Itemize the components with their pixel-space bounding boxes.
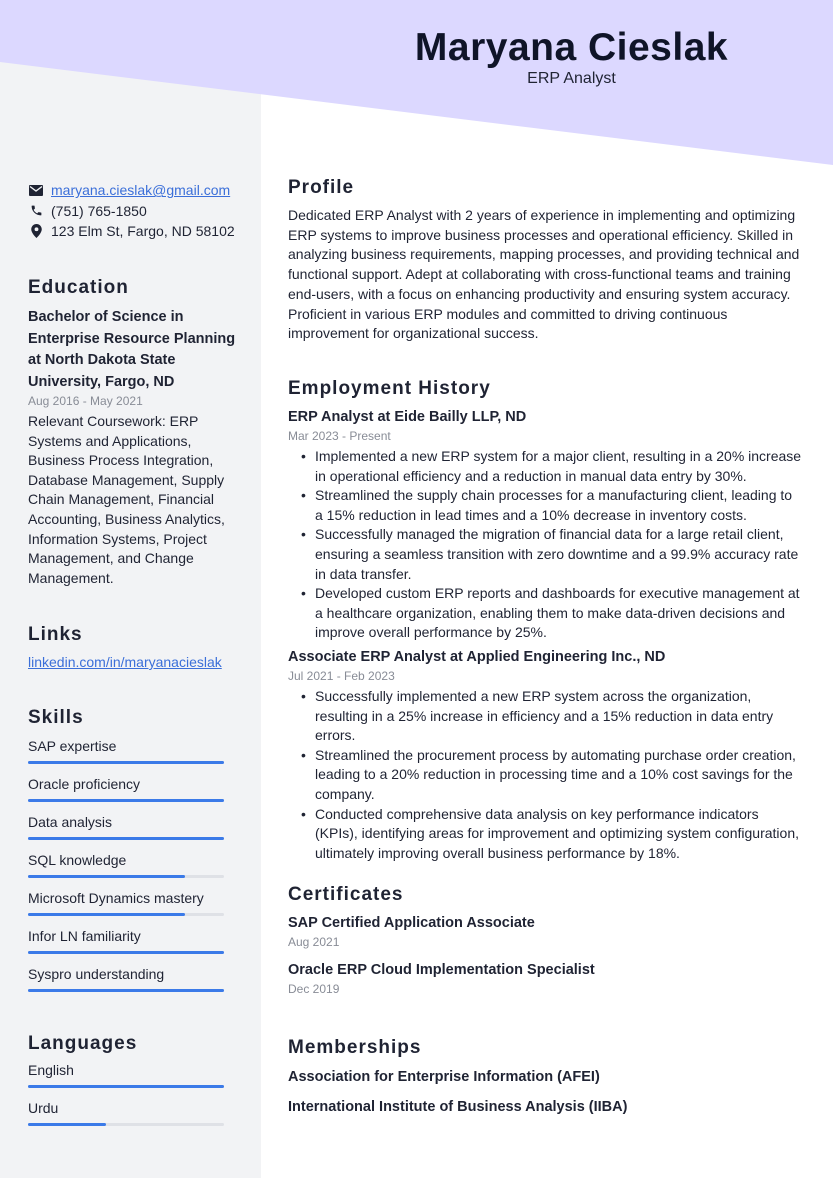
job-title: Associate ERP Analyst at Applied Engineering Inc., ND xyxy=(288,648,666,665)
skill-bar-fill xyxy=(28,951,224,954)
skill-label: SAP expertise xyxy=(28,738,117,754)
memberships-section xyxy=(288,1037,803,1127)
skills-section xyxy=(28,707,238,1003)
map-pin-icon xyxy=(28,224,44,238)
skill-bar-fill xyxy=(28,913,185,916)
job-bullet: • Streamlined the supply chain processes for a manufacturing client, leading to a 15% reduction in lead times and a 10% decrease in inventory costs. xyxy=(315,486,803,525)
skill-label: Infor LN familiarity xyxy=(28,928,141,944)
job-bullet: • Implemented a new ERP system for a major client, resulting in a 20% increase in operational efficiency and a reduction in manual data entry by 30%. xyxy=(315,447,803,486)
address-text: 123 Elm St, Fargo, ND 58102 xyxy=(51,223,235,240)
language-label: Urdu xyxy=(28,1100,59,1116)
links-section xyxy=(28,624,238,672)
skill-label: Data analysis xyxy=(28,814,113,830)
skill-bar-fill xyxy=(28,761,224,764)
skills-list xyxy=(28,737,238,1003)
skill-item xyxy=(28,737,238,775)
degree-title: Bachelor of Science in Enterprise Resource Planning at North Dakota State University, Fargo, ND xyxy=(28,309,236,390)
skill-bar xyxy=(28,761,224,764)
language-label: English xyxy=(28,1062,74,1078)
job-bullets xyxy=(288,447,803,643)
skill-item xyxy=(28,851,238,889)
job-bullet: • Successfully managed the migration of financial data for a large retail client, ensuring a seamless transition with zero downtime and a 99.9% accuracy rate in data transfer. xyxy=(315,525,803,584)
employment-section xyxy=(288,378,803,863)
phone-text: (751) 765-1850 xyxy=(51,202,147,219)
candidate-name: Maryana Cieslak xyxy=(414,26,729,69)
skill-label: Microsoft Dynamics mastery xyxy=(28,890,204,906)
certificate-item xyxy=(288,913,803,951)
memberships-heading: Memberships xyxy=(288,1037,422,1058)
skill-label: Syspro understanding xyxy=(28,966,165,982)
job-bullet: • Developed custom ERP reports and dashboards for executive management at a healthcare organization, enabling them to make data-driven decisions and improve overall performance by 25%. xyxy=(315,584,803,643)
profile-section xyxy=(288,177,803,344)
contact-address-row xyxy=(28,221,238,242)
skill-bar-fill xyxy=(28,989,224,992)
skill-bar xyxy=(28,989,224,992)
membership-item: Association for Enterprise Information (AFEI) xyxy=(288,1069,600,1085)
phone-icon xyxy=(28,204,44,218)
email-link[interactable]: maryana.cieslak@gmail.com xyxy=(51,182,231,199)
skill-bar-fill xyxy=(28,875,185,878)
certificate-title: SAP Certified Application Associate xyxy=(288,915,535,931)
skill-bar-fill xyxy=(28,837,224,840)
certificates-heading: Certificates xyxy=(288,884,404,905)
employment-heading: Employment History xyxy=(288,378,491,399)
skill-bar xyxy=(28,913,224,916)
language-bar-fill xyxy=(28,1123,106,1126)
skills-heading: Skills xyxy=(28,707,84,728)
contact-email-row xyxy=(28,180,238,201)
language-bar xyxy=(28,1085,224,1088)
certificate-item xyxy=(288,960,803,998)
linkedin-link[interactable]: linkedin.com/in/maryanacieslak xyxy=(28,654,222,670)
skill-item xyxy=(28,813,238,851)
certificates-section xyxy=(288,884,803,998)
language-bar-fill xyxy=(28,1085,224,1088)
profile-heading: Profile xyxy=(288,177,355,198)
job-entry xyxy=(288,647,803,863)
skill-item xyxy=(28,927,238,965)
coursework-text: Relevant Coursework: ERP Systems and Applications, Business Process Integration, Database Management, Supply Chain Management, Financial Accounting, Business Analytics, Information Systems, Project Management, and Change Management. xyxy=(28,413,225,586)
language-bar xyxy=(28,1123,224,1126)
membership-item: International Institute of Business Analysis (IIBA) xyxy=(288,1099,628,1115)
skill-bar xyxy=(28,951,224,954)
skill-bar xyxy=(28,799,224,802)
skill-item xyxy=(28,775,238,813)
skill-label: SQL knowledge xyxy=(28,852,127,868)
job-dates: Jul 2021 - Feb 2023 xyxy=(288,668,395,683)
job-bullet: • Streamlined the procurement process by automating purchase order creation, leading to a 20% reduction in processing time and a 10% cost savings for the company. xyxy=(315,746,803,805)
skill-bar xyxy=(28,837,224,840)
skill-item xyxy=(28,889,238,927)
skill-bar xyxy=(28,875,224,878)
certificate-date: Aug 2021 xyxy=(288,935,340,949)
links-heading: Links xyxy=(28,624,83,645)
contact-phone-row xyxy=(28,201,238,222)
job-dates: Mar 2023 - Present xyxy=(288,429,391,443)
skill-bar-fill xyxy=(28,799,224,802)
candidate-title: ERP Analyst xyxy=(527,70,616,87)
skill-item xyxy=(28,965,238,1003)
job-bullets xyxy=(288,687,803,863)
contact-block xyxy=(28,180,238,242)
language-item xyxy=(28,1061,238,1099)
job-bullet: • Conducted comprehensive data analysis on key performance indicators (KPIs), identifying areas for improvement and optimizing system configuration, ultimately improving overall business performance by 18%. xyxy=(315,805,803,864)
skill-label: Oracle proficiency xyxy=(28,776,141,792)
certificate-title: Oracle ERP Cloud Implementation Specialist xyxy=(288,962,595,978)
profile-text: Dedicated ERP Analyst with 2 years of experience in implementing and optimizing ERP systems to improve business processes and operational efficiency. Skilled in analyzing business requirements, mapping processes, and providing technical and functional support. Adept at collaborating with cross-functional teams and training end-users, with a focus on enhancing productivity and ensuring system accuracy. Proficient in various ERP modules and committed to driving continuous improvement for organizational success. xyxy=(288,207,800,342)
job-bullet: • Successfully implemented a new ERP system across the organization, resulting in a 25% increase in efficiency and a 15% reduction in data entry errors. xyxy=(315,687,803,746)
education-heading: Education xyxy=(28,277,129,298)
job-title: ERP Analyst at Eide Bailly LLP, ND xyxy=(288,409,527,425)
job-entry xyxy=(288,407,803,643)
certificate-date: Dec 2019 xyxy=(288,982,340,996)
languages-section xyxy=(28,1033,238,1137)
education-dates: Aug 2016 - May 2021 xyxy=(28,394,143,408)
language-item xyxy=(28,1099,238,1137)
envelope-icon xyxy=(28,183,44,197)
languages-heading: Languages xyxy=(28,1033,138,1054)
education-section xyxy=(28,277,238,588)
